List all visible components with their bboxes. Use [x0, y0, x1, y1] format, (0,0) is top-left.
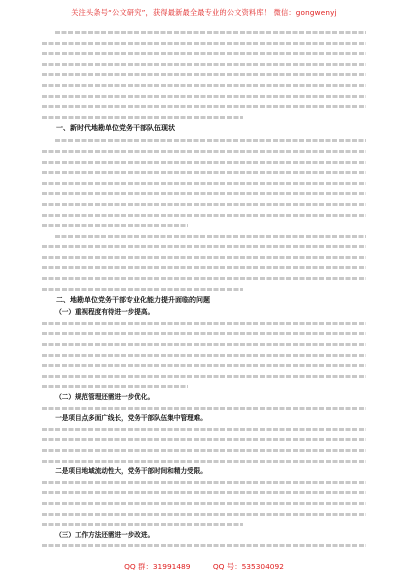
- section-title-2: 二、地勘单位党务干部专业化能力提升面临的问题: [56, 296, 210, 305]
- section-1-paragraph-1: [42, 135, 366, 230]
- footer-contact: [0, 561, 408, 572]
- footer-qq-group: QQ 群：31991489: [124, 562, 191, 571]
- section-2-subtitle-3: （三）工作方法还需进一步改进。: [55, 530, 155, 539]
- footer-qq-number: QQ 号：535304092: [212, 562, 284, 571]
- section-2-subtitle-1: （一）重视程度有待进一步提高。: [55, 308, 155, 317]
- intro-paragraph: [42, 27, 366, 122]
- section-2-sub-2-point-a: 一是项目点多面广线长，党务干部队伍集中管理难。: [55, 414, 207, 423]
- section-title-1: 一、新时代地勘单位党务干部队伍现状: [56, 124, 175, 133]
- section-2-sub-1-paragraph: [42, 307, 366, 392]
- section-2-sub-2-point-b: 二是项目地域流动性大，党务干部时间和精力受限。: [55, 467, 207, 476]
- section-2-sub-2-paragraph: [42, 392, 366, 530]
- section-1-paragraph-2: [42, 231, 366, 295]
- section-2-sub-3-paragraph: [42, 530, 366, 551]
- document-body: [42, 27, 366, 551]
- section-2-subtitle-2: （二）规范管理还需进一步优化。: [55, 393, 155, 401]
- top-banner: 关注头条号“公文研究”，获得最新最全最专业的公文资料库！ 微信：gongwenyj: [71, 8, 337, 17]
